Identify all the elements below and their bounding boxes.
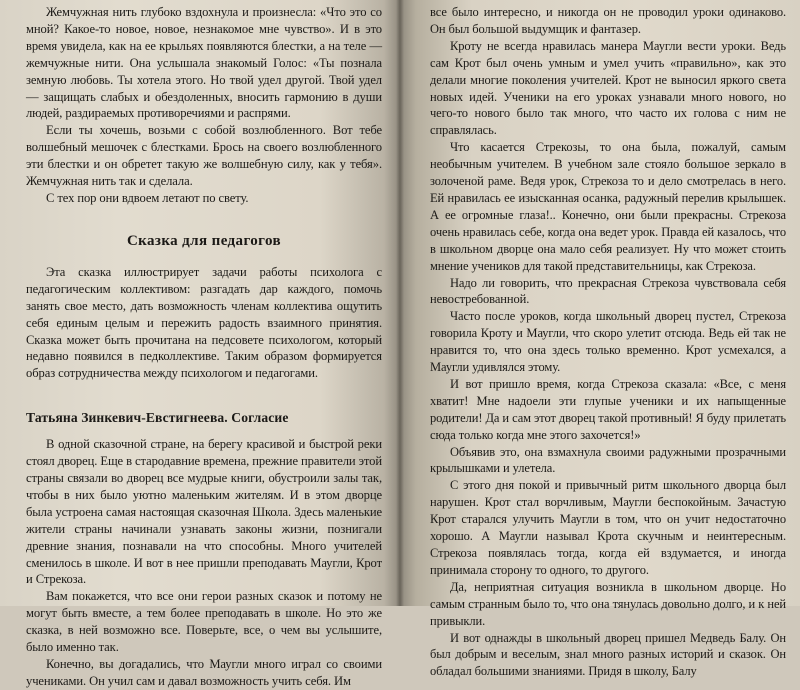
paragraph: Объявив это, она взмахнула своими радужными прозрачными крылышками и улетела.	[430, 444, 786, 476]
paragraph: И вот пришло время, когда Стрекоза сказала: «Все, с меня хватит! Мне надоели эти глупые ученики и их напыщенные родители! Да и сам этот дворец такой противный! Я буду прилетать сюда только когда мне этого захочется!»	[430, 376, 786, 442]
story-paragraph: В одной сказочной стране, на берегу красивой и быстрой реки стоял дворец. Еще в стародавние времена, прежние правители этой страны связали во дворец все мудрые книги, обустроили залы так, чтобы в них было уютно маленьким жителям. И в этом дворце была устроена самая настоящая сказочная Школа. Здесь маленькие жители страны начинали узнавать законы жизни, познигали древние знания, познавали на что способны. Много учителей сменилось в школе. И вот в нее пришли преподавать Маугли, Крот и Стрекоза.	[26, 437, 382, 587]
paragraph: Что касается Стрекозы, то она была, пожалуй, самым необычным учителем. В учебном зале стояло большое зеркало в золоченой раме. Ведя урок, Стрекоза то и дело смотрелась в него. Ей нравилась ее изысканная осанка, радужный перелив крылышек. А ее огромные глаза!.. Конечно, они были прекрасны. Стрекоза очень нравилась себе, когда она ведет урок. Правда ей казалось, что в школьном дворце она мало себя реализует. Ну что может стоить мнение учеников для такой представительницы, как Стрекоза.	[430, 140, 786, 273]
paragraph: Жемчужная нить глубоко вздохнула и произнесла: «Что это со мной? Какое-то новое, новое, незнакомое мне чувство». И в это время увидела, как на ее крыльях появляются блестки, а на теле — жемчужные нити. Она услышала знакомый Голос: «Ты познала земную любовь. Ты хотела этого. Но твой удел другой. Твой удел — защищать слабых и обездоленных, вносить гармонию в души людей, раздираемых противоречиями и распрями.	[26, 5, 382, 121]
left-page	[0, 0, 400, 688]
right-page	[400, 0, 800, 679]
spacer	[26, 426, 382, 436]
paragraph: С этого дня покой и привычный ритм школьного дворца был нарушен. Крот стал ворчливым, Маугли беспокойным. Зачастую Крот старался улучить Маугли в том, что он учит недостаточно хорошо. А Маугли называл Крота скучным и неинтересным. Стрекоза появлялась тогда, когда ей вздумается, и иногда принимала сторону то одного, то другого.	[430, 478, 786, 577]
paragraph: все было интересно, и никогда он не проводил уроки одинаково. Он был большой выдумщик и фантазер.	[430, 5, 786, 36]
spacer	[26, 250, 382, 264]
paragraph: Надо ли говорить, что прекрасная Стрекоза чувствовала себя невостребованной.	[430, 275, 786, 307]
story-paragraph: Вам покажется, что все они герои разных сказок и потому не могут быть вместе, а тем более преподавать в школе. Но это же сказка, в ней возможно все. Поверьте, все, о чем вы услышите, было именно так.	[26, 589, 382, 655]
story-paragraph: Конечно, вы догадались, что Маугли много играл со своими учениками. Он учил сам и давал возможность учить себя. Им	[26, 657, 382, 688]
spacer	[26, 382, 382, 410]
paragraph: С тех пор они вдвоем летают по свету.	[46, 190, 249, 205]
paragraph: Часто после уроков, когда школьный дворец пустел, Стрекоза говорила Кроту и Маугли, что скоро улетит отсюда. Ведь ей так не нравится то, что она здесь только временно. Крот усмехался, а Маугли удивлялся этому.	[430, 309, 786, 375]
paragraph: Если ты хочешь, возьми с собой возлюбленного. Вот тебе волшебный мешочек с блестками. Брось на своего возлюбленного эти блестки и он обретет такую же волшебную силу, как у тебя». Жемчужная нить так и сделала.	[26, 123, 382, 189]
paragraph: Да, неприятная ситуация возникла в школьном дворце. Но самым странным было то, что она тянулась довольно долго, и к ней привыкли.	[430, 579, 786, 628]
section-intro: Эта сказка иллюстрирует задачи работы психолога с педагогическим коллективом: разгадать дар каждого, помочь занять свое место, дать возможность членам коллектива ощутить себя единым целым и пережить радость взаимного принятия. Сказка может быть прочитана на педсовете психологом, который недавно появился в педколлективе. Таким образом формируется образ сотрудничества между психологом и педагогами.	[26, 264, 382, 381]
spacer	[26, 207, 382, 233]
story-title: Татьяна Зинкевич-Евстигнеева. Согласие	[26, 410, 289, 426]
section-title: Сказка для педагогов	[126, 232, 282, 249]
paragraph: И вот однажды в школьный дворец пришел Медведь Балу. Он был добрым и веселым, знал много разных историй и сказок. Он обладал большими знаниями. Придя в школу, Балу	[430, 630, 786, 679]
paragraph: Кроту не всегда нравилась манера Маугли вести уроки. Ведь сам Крот был очень умным и умел учить «правильно», как это делали многие поколения учителей. Крот не выносил яркого света новых идей. Ученики на его уроках узнавали много нового, но чего-то нового было так много, что часто их голова с ним не справлялась.	[430, 38, 786, 138]
